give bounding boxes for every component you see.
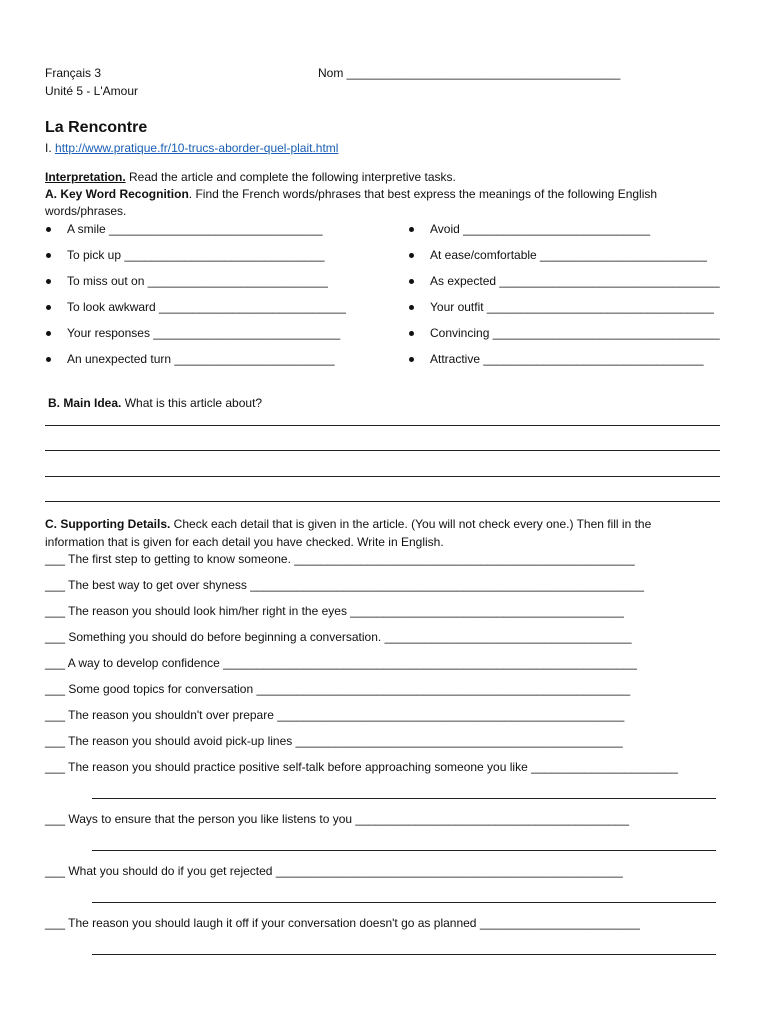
vocab-item-left[interactable]: To pick up ______________________________ (67, 248, 325, 262)
section-c-text-continued: information that is given for each detail you have checked. Write in English. (45, 535, 444, 549)
vocab-item-left[interactable]: To miss out on ___________________________ (67, 274, 328, 288)
bullet-dot (409, 279, 414, 284)
vocab-item-right[interactable]: Your outfit __________________________________ (430, 300, 714, 314)
section-b-heading (48, 396, 262, 410)
bullet-dot (409, 331, 414, 336)
bullet-dot (46, 227, 51, 232)
bullet-dot (409, 305, 414, 310)
section-c-heading (45, 517, 651, 531)
section-b-label: B. Main Idea. (48, 396, 122, 410)
answer-line[interactable] (45, 476, 720, 477)
section-c-text: Check each detail that is given in the article. (You will not check every one.) Then fill in the (170, 517, 652, 531)
answer-line[interactable] (92, 798, 716, 799)
interpretation-line (45, 170, 456, 184)
answer-line[interactable] (92, 850, 716, 851)
section-a-text-continued: words/phrases. (45, 204, 127, 218)
vocab-item-left[interactable]: To look awkward ____________________________ (67, 300, 346, 314)
section-b-text: What is this article about? (121, 396, 263, 410)
name-field[interactable]: Nom _________________________________________ (318, 66, 621, 80)
answer-line[interactable] (45, 450, 720, 451)
unit-label: Unité 5 - L'Amour (45, 84, 138, 98)
section-a-text: . Find the French words/phrases that best express the meanings of the following English (188, 187, 658, 201)
interpretation-label: Interpretation. (45, 170, 126, 184)
vocab-item-right[interactable]: Avoid ____________________________ (430, 222, 651, 236)
detail-item[interactable]: ___ Ways to ensure that the person you like listens to you _________________________________________ (45, 812, 630, 826)
answer-line[interactable] (92, 902, 716, 903)
section-c-label: C. Supporting Details. (45, 517, 171, 531)
vocab-item-left[interactable]: Your responses ____________________________ (67, 326, 341, 340)
detail-item[interactable]: ___ The reason you should avoid pick-up lines _________________________________________________ (45, 734, 623, 748)
bullet-dot (46, 357, 51, 362)
bullet-dot (46, 253, 51, 258)
answer-line[interactable] (45, 501, 720, 502)
detail-item[interactable]: ___ Some good topics for conversation ________________________________________________________ (45, 682, 631, 696)
page-title: La Rencontre (45, 119, 148, 136)
answer-line[interactable] (92, 954, 716, 955)
vocab-item-right[interactable]: Attractive _________________________________ (430, 352, 704, 366)
vocab-item-left[interactable]: An unexpected turn ________________________ (67, 352, 335, 366)
detail-item[interactable]: ___ The best way to get over shyness ___________________________________________________________ (45, 578, 644, 592)
bullet-dot (46, 331, 51, 336)
answer-line[interactable] (45, 425, 720, 426)
interpretation-text: Read the article and complete the following interpretive tasks. (125, 170, 456, 184)
bullet-dot (46, 305, 51, 310)
article-link-row (45, 141, 338, 155)
detail-item[interactable]: ___ The reason you shouldn't over prepare ____________________________________________________ (45, 708, 625, 722)
detail-item[interactable]: ___ A way to develop confidence ______________________________________________________________ (45, 656, 637, 670)
vocab-item-right[interactable]: At ease/comfortable _________________________ (430, 248, 707, 262)
vocab-item-left[interactable]: A smile ________________________________ (67, 222, 323, 236)
detail-item[interactable]: ___ What you should do if you get rejected ____________________________________________________ (45, 864, 623, 878)
detail-item[interactable]: ___ The reason you should look him/her right in the eyes _________________________________________ (45, 604, 624, 618)
bullet-dot (409, 357, 414, 362)
section-a-label: A. Key Word Recognition (45, 187, 189, 201)
bullet-dot (409, 253, 414, 258)
article-link[interactable]: http://www.pratique.fr/10-trucs-aborder-quel-plait.html (55, 141, 339, 155)
detail-item[interactable]: ___ The reason you should laugh it off if your conversation doesn't go as planned ________________________ (45, 916, 640, 930)
detail-item[interactable]: ___ The reason you should practice positive self-talk before approaching someone you like ______________________ (45, 760, 678, 774)
vocab-item-right[interactable]: Convincing __________________________________ (430, 326, 720, 340)
section-a-heading (45, 187, 657, 201)
course-label: Français 3 (45, 66, 102, 80)
link-prefix: I. (45, 141, 56, 155)
detail-item[interactable]: ___ Something you should do before beginning a conversation. _____________________________________ (45, 630, 632, 644)
bullet-dot (409, 227, 414, 232)
detail-item[interactable]: ___ The first step to getting to know someone. ___________________________________________________ (45, 552, 635, 566)
vocab-item-right[interactable]: As expected _________________________________ (430, 274, 720, 288)
bullet-dot (46, 279, 51, 284)
